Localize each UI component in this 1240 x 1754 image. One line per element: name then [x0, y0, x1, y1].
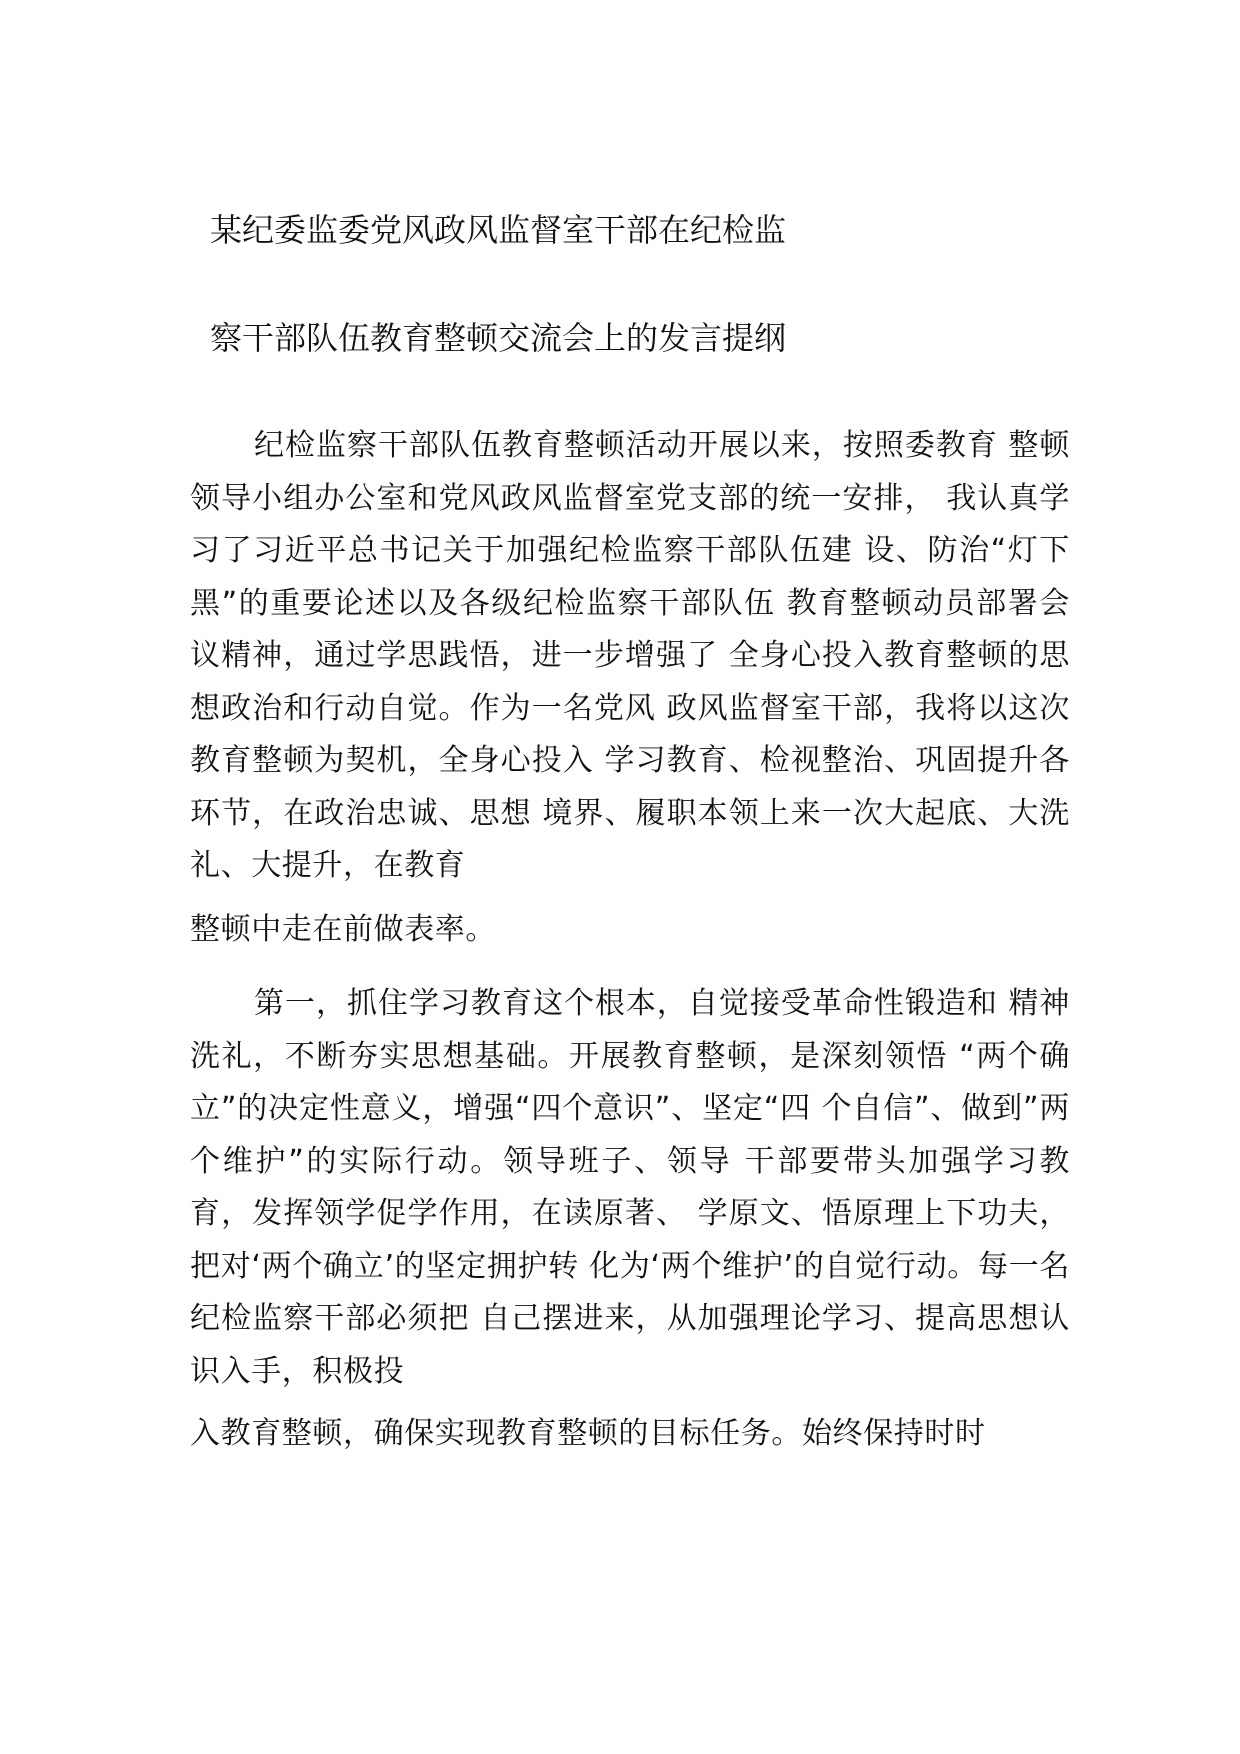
paragraph-2-continued: 入教育整顿，确保实现教育整顿的目标任务。始终保持时时	[190, 1416, 986, 1451]
document-title-line-2: 察干部队伍教育整顿交流会上的发言提纲	[210, 319, 787, 357]
paragraph-2: 第一，抓住学习教育这个根本，自觉接受革命性锻造和 精神洗礼，不断夯实思想基础。开展教育整顿，是深刻领悟 “两个确立”的决定性意义，增强“四个意识”、坚定“四 个自信”、做到”两个维护”的实际行动。领导班子、领导 干部要带头加强学习教育，发挥领学促学作用，在读原著、 学原文、悟原理上下功夫，把对‘两个确立’的坚定拥护转 化为‘两个维护’的自觉行动。每一名纪检监察干部必须把 自己摆进来，从加强理论学习、提高思想认识入手，积极投	[190, 986, 1070, 1389]
document-title-line-1: 某纪委监委党风政风监督室干部在纪检监	[210, 211, 787, 249]
paragraph-1: 纪检监察干部队伍教育整顿活动开展以来，按照委教育 整顿领导小组办公室和党风政风监督室党支部的统一安排， 我认真学习了习近平总书记关于加强纪检监察干部队伍建 设、防治“灯下黑”的重要论述以及各级纪检监察干部队伍 教育整顿动员部署会议精神，通过学思践悟，进一步增强了 全身心投入教育整顿的思想政治和行动自觉。作为一名党风 政风监督室干部，我将以这次教育整顿为契机，全身心投入 学习教育、检视整治、巩固提升各环节，在政治忠诚、思想 境界、履职本领上来一次大起底、大洗礼、大提升，在教育	[190, 428, 1070, 883]
paragraph-1-continued: 整顿中走在前做表率。	[190, 912, 496, 947]
